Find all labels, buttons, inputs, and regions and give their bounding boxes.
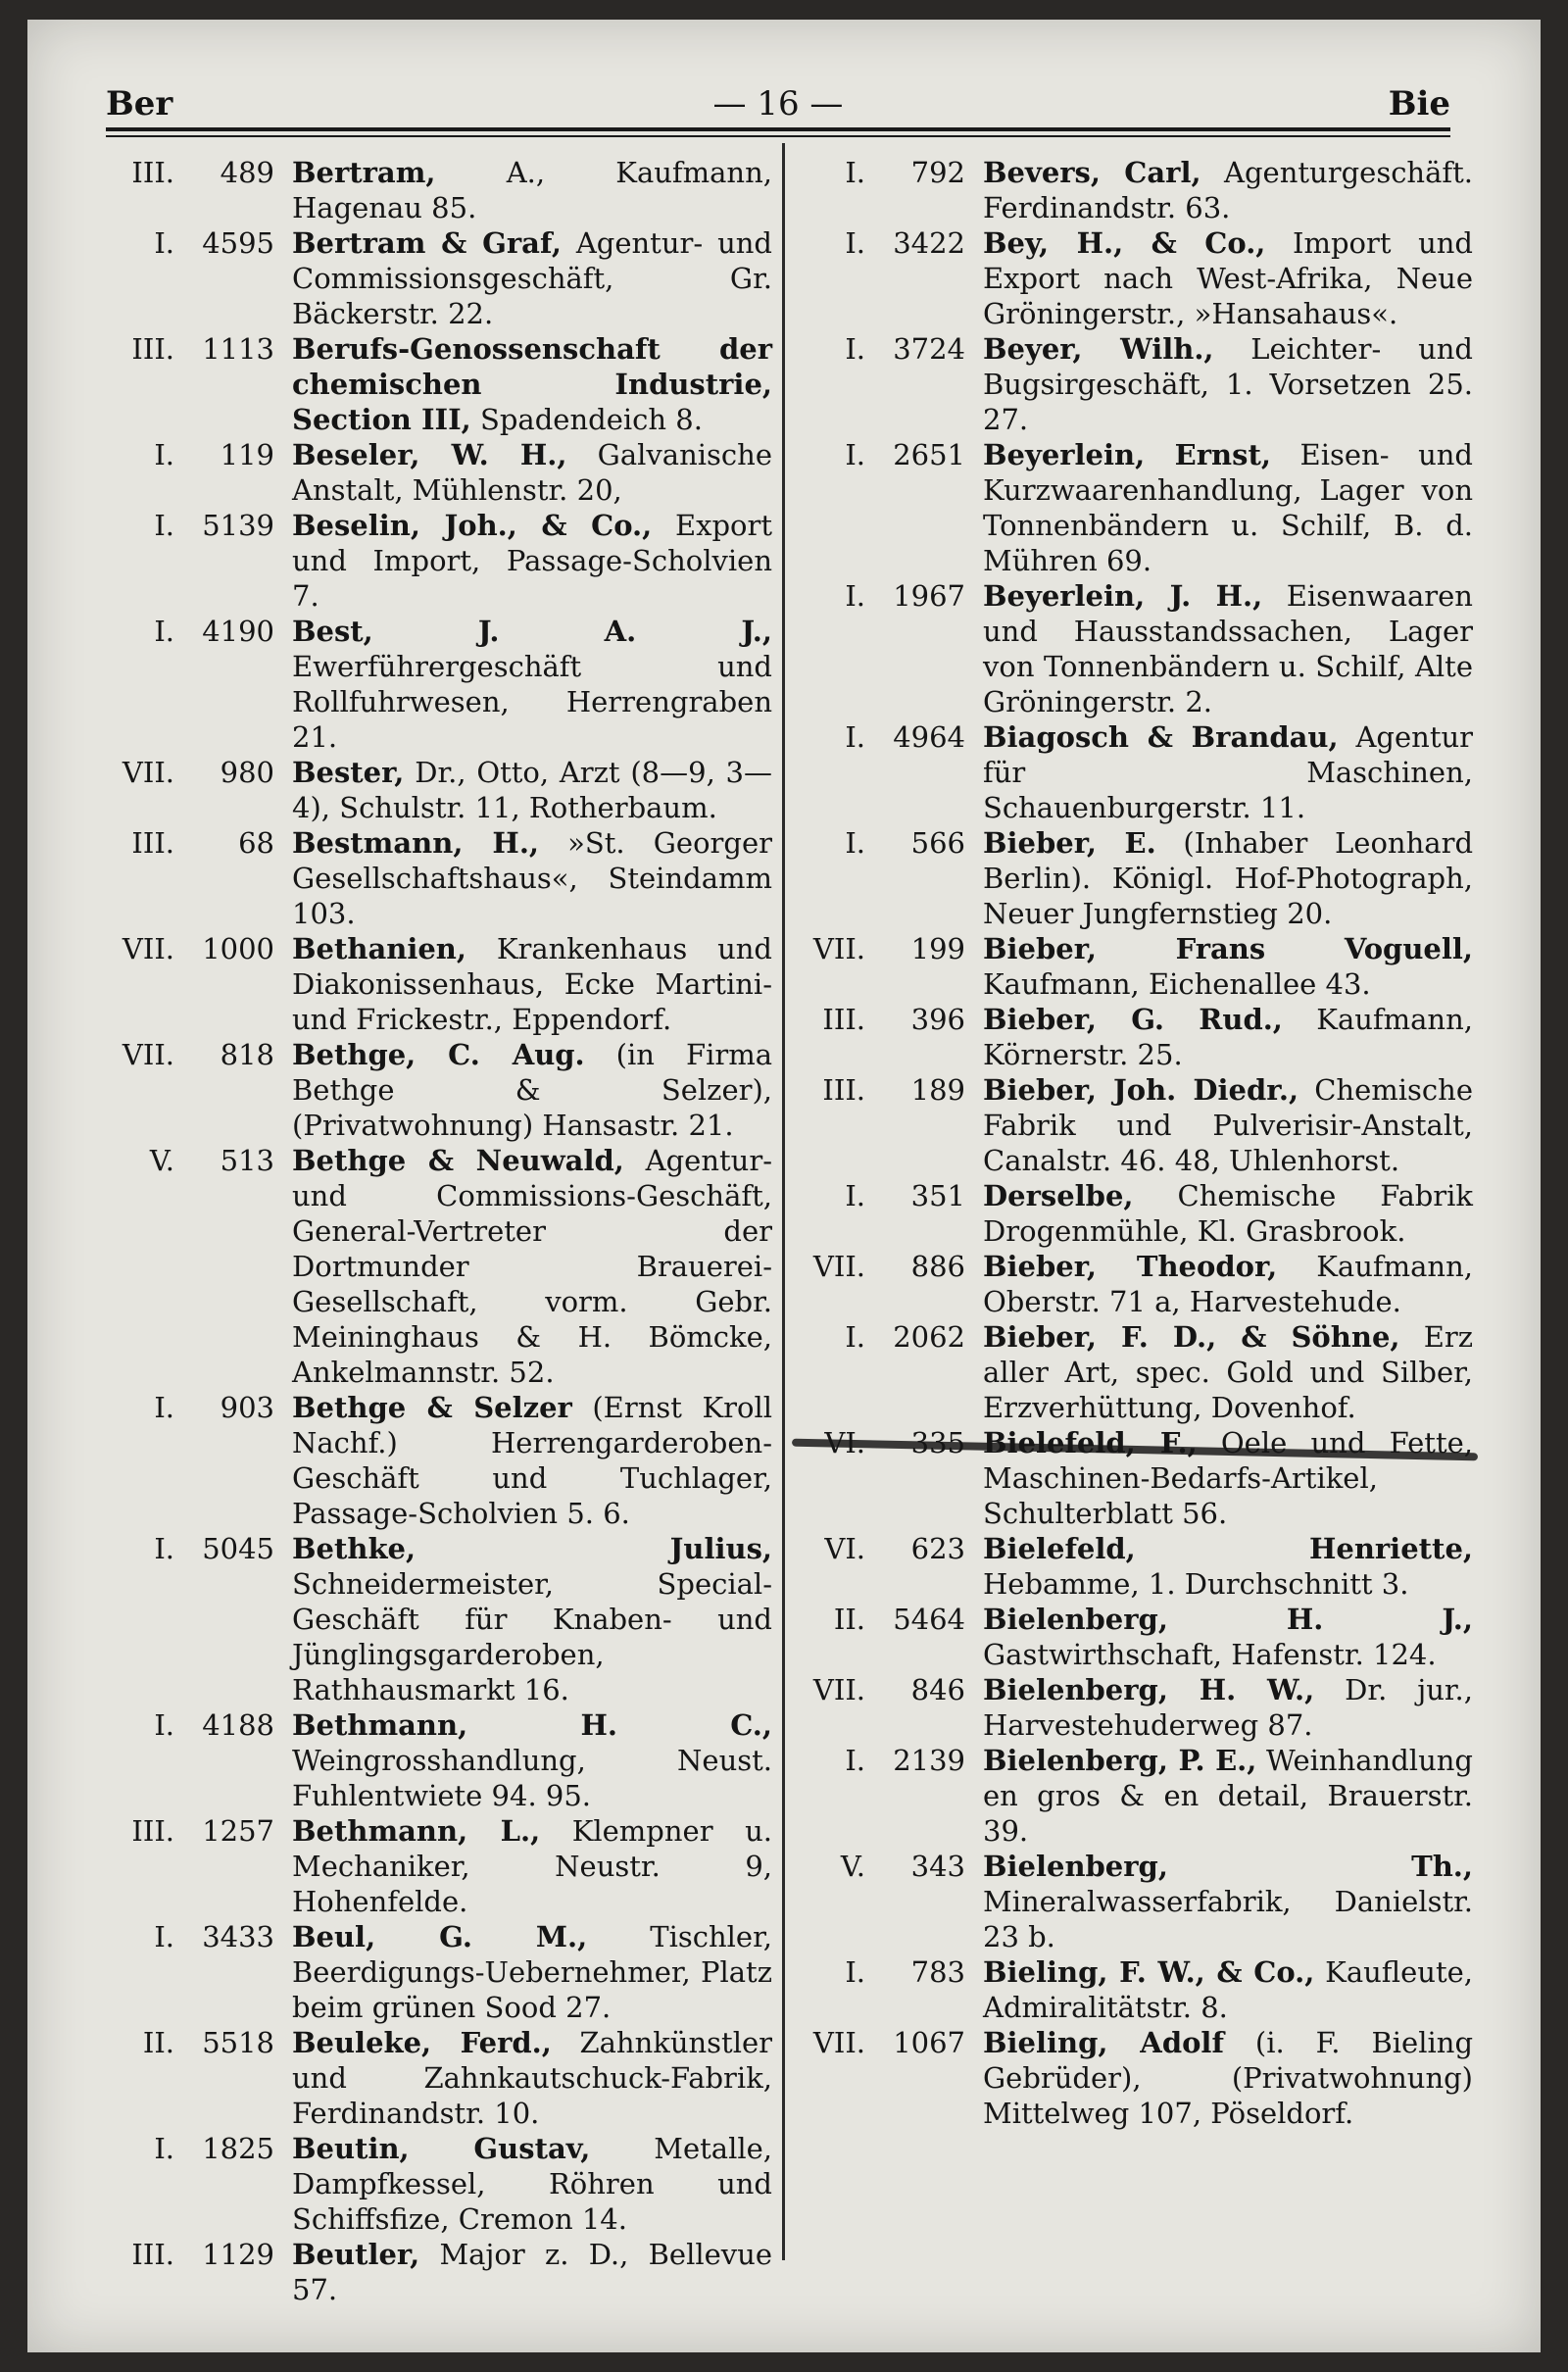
entry-description: Chemische Fabrik und Pulverisir-Anstalt, Canalstr. 46. 48, Uhlenhorst. [983,1073,1473,1177]
entry-name: Bieber, Frans Voguell, [983,932,1473,965]
entry-reference [797,1002,983,1037]
entry-reference [106,614,292,649]
entry-number: 335 [910,1426,965,1459]
entry-description: Dr., Otto, Arzt (8—9, 3—4), Schulstr. 11, Rotherbaum. [292,756,773,824]
entry-name: Beutler, [292,2238,420,2271]
entry-reference [106,1390,292,1425]
directory-entry [797,1531,1473,1602]
entry-number: 4964 [893,720,965,754]
entry-name: Bielenberg, H. W., [983,1673,1315,1706]
entry-number: 1257 [202,1814,274,1848]
entry-name: Bertram & Graf, [292,226,562,260]
entry-name: Berufs-Genossenschaft der chemischen Industrie, Section III, [292,332,772,436]
directory-entry [797,2025,1473,2131]
entry-reference [797,1849,983,1884]
directory-entry [106,225,772,331]
entry-name: Bertram, [292,156,436,189]
entry-number: 2651 [893,438,965,471]
entry-body [983,1002,1473,1072]
entry-number: 1825 [202,2132,274,2165]
entry-number: 1067 [893,2026,965,2059]
entry-district: I. [154,1708,174,1742]
entry-number: 1113 [202,332,274,366]
entry-body [292,614,772,755]
entry-description: (Inhaber Leonhard Berlin). Königl. Hof-Photograph, Neuer Jungfernstieg 20. [983,826,1474,930]
entry-name: Bester, [292,756,405,789]
entry-number: 4190 [202,615,274,648]
entry-number: 818 [220,1038,274,1071]
directory-entry [797,1249,1473,1319]
entry-number: 3422 [893,226,965,260]
directory-entry [106,2237,772,2307]
entry-name: Beyerlein, J. H., [983,579,1263,613]
entry-name: Bevers, Carl, [983,156,1201,189]
entry-body [983,1178,1473,1249]
entry-name: Beyer, Wilh., [983,332,1214,366]
entry-name: Derselbe, [983,1179,1134,1212]
entry-description: Klempner u. Mechaniker, Neustr. 9, Hohenfelde. [292,1814,772,1918]
entry-number: 2062 [893,1320,965,1354]
entry-description: Kaufmann, Eichenallee 43. [983,967,1371,1001]
entry-reference [106,1707,292,1743]
entry-body [292,1037,772,1143]
entry-district: VII. [812,932,865,965]
entry-description: Galvanische Anstalt, Mühlenstr. 20, [292,438,772,507]
entry-reference [797,1954,983,1990]
entry-reference [797,437,983,472]
entry-district: I. [845,1179,865,1212]
entry-reference [106,825,292,861]
directory-entry [106,931,772,1037]
directory-entry [106,755,772,825]
entry-body [292,155,772,225]
entry-number: 199 [910,932,965,965]
entry-body [983,331,1473,437]
directory-entry [106,1813,772,1919]
header-right: Bie [1388,84,1450,124]
entry-body [983,2025,1473,2131]
entry-district: I. [845,1320,865,1354]
entry-reference [106,155,292,190]
directory-entry [106,437,772,508]
entry-district: VII. [812,2026,865,2059]
entry-body [292,755,772,825]
page-number: — 16 — [712,84,844,124]
entry-body [983,931,1473,1002]
entry-description: Eisenwaaren und Hausstandssachen, Lager von Tonnenbändern u. Schilf, Alte Gröningerstr. 2. [983,579,1473,718]
entry-description: Dr. jur., Harvestehuderweg 87. [983,1673,1473,1742]
entry-number: 119 [220,438,274,471]
directory-entry [797,1319,1473,1425]
entry-name: Bieber, Theodor, [983,1250,1278,1283]
directory-entry [106,331,772,437]
entry-name: Bethke, Julius, [292,1532,772,1565]
entry-name: Beyerlein, Ernst, [983,438,1271,471]
entry-name: Biagosch & Brandau, [983,720,1339,754]
entry-reference [106,755,292,790]
directory-entry [106,155,772,225]
entry-body [983,825,1473,931]
entry-number: 1967 [893,579,965,613]
entry-body [983,1072,1473,1178]
entry-description: Tischler, Beerdigungs-Uebernehmer, Platz beim grünen Sood 27. [292,1920,772,2024]
entry-body [292,437,772,508]
entry-description: Spadendeich 8. [480,403,703,436]
entry-district: I. [154,1920,174,1953]
running-header [106,67,1450,125]
entry-district: V. [149,1144,174,1177]
entry-district: III. [131,826,174,860]
entry-name: Bethmann, H. C., [292,1708,772,1742]
entry-district: VII. [812,1673,865,1706]
entry-reference [106,1531,292,1566]
entry-number: 566 [910,826,965,860]
entry-district: I. [845,226,865,260]
left-column [106,155,772,2307]
entry-body [292,1390,772,1531]
entry-body [292,931,772,1037]
entry-district: VII. [122,1038,174,1071]
entry-district: II. [833,1603,865,1636]
entry-district: I. [845,826,865,860]
entry-district: I. [845,156,865,189]
entry-reference [797,1178,983,1213]
entry-district: I. [845,1955,865,1989]
entry-description: Krankenhaus und Diakonissenhaus, Ecke Martini- und Frickestr., Eppendorf. [292,932,772,1036]
entry-reference [106,1143,292,1178]
entry-district: I. [154,509,174,542]
directory-entry [106,2025,772,2131]
entry-description: Kaufmann, Oberstr. 71 a, Harvestehude. [983,1250,1473,1318]
entry-description: Oele und Fette, Maschinen-Bedarfs-Artikel, Schulterblatt 56. [983,1426,1473,1530]
entry-number: 396 [910,1003,965,1036]
entry-body [292,1143,772,1390]
entry-number: 3724 [893,332,965,366]
directory-entry [106,2131,772,2237]
entry-description: Leichter- und Bugsirgeschäft, 1. Vorsetzen 25. 27. [983,332,1473,436]
entry-number: 623 [910,1532,965,1565]
entry-district: III. [131,2238,174,2271]
entry-description: Export und Import, Passage-Scholvien 7. [292,509,773,613]
entry-description: Chemische Fabrik Drogenmühle, Kl. Grasbrook. [983,1179,1474,1248]
entry-body [292,1531,772,1707]
header-rule [106,127,1450,131]
entry-reference [797,1249,983,1284]
entry-name: Beuleke, Ferd., [292,2026,552,2059]
entry-reference [797,1672,983,1707]
entry-number: 792 [910,156,965,189]
entry-body [983,437,1473,578]
entry-description: Agentur- und Commissionsgeschäft, Gr. Bäckerstr. 22. [292,226,772,330]
entry-body [983,225,1473,331]
entry-description: Agentur- und Commissions-Geschäft, General-Vertreter der Dortmunder Brauerei-Gesellschaft, vorm. Gebr. Meininghaus & H. Bömcke, Ankelmannstr. 52. [292,1144,773,1389]
directory-entry [797,931,1473,1002]
entry-number: 2139 [893,1744,965,1777]
entry-name: Bethanien, [292,932,466,965]
entry-body [292,225,772,331]
entry-reference [797,825,983,861]
directory-page [27,20,1541,2352]
entry-description: (i. F. Bieling Gebrüder), (Privatwohnung) Mittelweg 107, Pöseldorf. [983,2026,1474,2130]
entry-number: 4595 [202,226,274,260]
entry-district: VII. [812,1250,865,1283]
entry-number: 5518 [202,2026,274,2059]
entry-body [983,1602,1473,1672]
entry-reference [797,1743,983,1778]
directory-entry [797,578,1473,719]
entry-reference [106,2237,292,2272]
entry-district: I. [154,615,174,648]
entry-number: 903 [220,1391,274,1424]
entry-number: 1000 [202,932,274,965]
entry-district: I. [845,438,865,471]
entry-district: VII. [122,932,174,965]
entry-reference [797,1072,983,1108]
entry-reference [106,1037,292,1072]
entry-description: Agentur für Maschinen, Schauenburgerstr. 11. [983,720,1474,824]
entry-description: Hebamme, 1. Durchschnitt 3. [983,1567,1409,1601]
directory-entry [106,1390,772,1531]
entry-description: (Ernst Kroll Nachf.) Herrengarderoben-Geschäft und Tuchlager, Passage-Scholvien 5. 6. [292,1391,772,1530]
entry-district: I. [154,2132,174,2165]
entry-body [983,1954,1473,2025]
entry-reference [106,437,292,472]
entry-reference [797,2025,983,2060]
entry-name: Bieling, F. W., & Co., [983,1955,1315,1989]
entry-district: III. [131,156,174,189]
entry-body [292,2025,772,2131]
directory-entry [797,1743,1473,1849]
entry-number: 886 [910,1250,965,1283]
entry-body [292,1919,772,2025]
entry-name: Bey, H., & Co., [983,226,1266,260]
entry-district: III. [131,1814,174,1848]
entry-body [292,331,772,437]
directory-entry [797,1178,1473,1249]
entry-number: 5139 [202,509,274,542]
entry-district: I. [845,579,865,613]
entry-reference [106,2025,292,2060]
entry-description: Major z. D., Bellevue 57. [292,2238,773,2306]
entry-district: VI. [824,1532,865,1565]
entry-body [983,1531,1473,1602]
entry-reference [106,225,292,261]
header-rule-thin [106,135,1450,137]
entry-body [983,1249,1473,1319]
entry-name: Bielenberg, P. E., [983,1744,1257,1777]
entry-body [983,578,1473,719]
entry-number: 68 [238,826,274,860]
directory-entry [106,1707,772,1813]
entry-body [983,719,1473,825]
entry-name: Bieber, F. D., & Söhne, [983,1320,1400,1354]
entry-number: 3433 [202,1920,274,1953]
entry-name: Bethge & Neuwald, [292,1144,624,1177]
entry-reference [106,1813,292,1849]
entry-number: 5464 [893,1603,965,1636]
entry-body [983,155,1473,225]
directory-entry [797,1954,1473,2025]
entry-name: Beselin, Joh., & Co., [292,509,653,542]
right-column [797,155,1473,2131]
entry-district: II. [142,2026,174,2059]
entry-name: Bieling, Adolf [983,2026,1224,2059]
entry-description: Mineralwasserfabrik, Danielstr. 23 b. [983,1885,1473,1953]
directory-entry [106,1143,772,1390]
directory-entry [797,1002,1473,1072]
entry-body [292,825,772,931]
entry-number: 489 [220,156,274,189]
entry-name: Beutin, Gustav, [292,2132,591,2165]
entry-number: 4188 [202,1708,274,1742]
entry-name: Bieber, G. Rud., [983,1003,1283,1036]
directory-entry [797,1425,1473,1531]
entry-body [983,1743,1473,1849]
entry-reference [106,931,292,966]
entry-reference [797,719,983,755]
entry-district: III. [131,332,174,366]
entry-reference [106,331,292,367]
entry-reference [797,578,983,614]
entry-district: I. [154,226,174,260]
entry-description: Weingrosshandlung, Neust. Fuhlentwiete 94. 95. [292,1744,772,1812]
entry-district: VI. [824,1426,865,1459]
entry-number: 783 [910,1955,965,1989]
entry-name: Bielenberg, Th., [983,1850,1473,1883]
entry-description: Ewerführergeschäft und Rollfuhrwesen, Herrengraben 21. [292,650,772,754]
entry-description: Metalle, Dampfkessel, Röhren und Schiffsfize, Cremon 14. [292,2132,773,2236]
entry-description: Zahnkünstler und Zahnkautschuck-Fabrik, Ferdinandstr. 10. [292,2026,773,2130]
directory-entry [797,225,1473,331]
directory-entry [797,1072,1473,1178]
entry-district: V. [840,1850,865,1883]
entry-description: A., Kaufmann, Hagenau 85. [292,156,773,224]
entry-number: 846 [910,1673,965,1706]
entry-district: I. [845,720,865,754]
entry-description: Gastwirthschaft, Hafenstr. 124. [983,1638,1437,1671]
entry-reference [797,155,983,190]
entry-body [292,1813,772,1919]
entry-name: Bestmann, H., [292,826,540,860]
entry-body [292,508,772,614]
entry-body [983,1425,1473,1531]
entry-reference [106,508,292,543]
entry-name: Best, J. A. J., [292,615,772,648]
directory-entry [106,1531,772,1707]
entry-description: (in Firma Bethge & Selzer), (Privatwohnung) Hansastr. 21. [292,1038,772,1142]
entry-body [292,2237,772,2307]
entry-name: Bethmann, L., [292,1814,541,1848]
entry-district: I. [845,1744,865,1777]
entry-number: 189 [910,1073,965,1107]
entry-reference [797,1319,983,1355]
entry-reference [797,931,983,966]
directory-entry [106,614,772,755]
entry-name: Bethge, C. Aug. [292,1038,585,1071]
entry-name: Beul, G. M., [292,1920,588,1953]
directory-entry [106,825,772,931]
entry-number: 1129 [202,2238,274,2271]
entry-district: I. [154,438,174,471]
directory-entry [797,825,1473,931]
entry-description: Kaufmann, Körnerstr. 25. [983,1003,1474,1071]
entry-name: Beseler, W. H., [292,438,567,471]
directory-entry [797,155,1473,225]
entry-description: »St. Georger Gesellschaftshaus«, Steindamm 103. [292,826,772,930]
entry-name: Bieber, Joh. Diedr., [983,1073,1299,1107]
entry-reference [797,1531,983,1566]
entry-name: Bielenberg, H. J., [983,1603,1473,1636]
entry-name: Bielefeld, F., [983,1426,1198,1459]
entry-district: I. [154,1532,174,1565]
column-divider [782,143,785,2260]
entry-district: VII. [122,756,174,789]
entry-body [983,1849,1473,1954]
directory-entry [797,719,1473,825]
directory-entry [797,331,1473,437]
entry-district: I. [154,1391,174,1424]
entry-number: 980 [220,756,274,789]
entry-reference [797,1425,983,1460]
entry-district: III. [822,1073,865,1107]
entry-description: Kaufleute, Admiralitätstr. 8. [983,1955,1474,2024]
entry-district: I. [845,332,865,366]
directory-entry [106,508,772,614]
directory-entry [106,1037,772,1143]
entry-description: Erz aller Art, spec. Gold und Silber, Erzverhüttung, Dovenhof. [983,1320,1473,1424]
entry-description: Weinhandlung en gros & en detail, Brauerstr. 39. [983,1744,1473,1848]
header-left: Ber [106,84,173,124]
entry-description: Schneidermeister, Special-Geschäft für Knaben- und Jünglingsgarderoben, Rathhausmarkt 16. [292,1567,772,1706]
directory-entry [797,1602,1473,1672]
directory-entry [106,1919,772,2025]
directory-entry [797,1849,1473,1954]
entry-number: 5045 [202,1532,274,1565]
entry-number: 513 [220,1144,274,1177]
entry-district: III. [822,1003,865,1036]
entry-reference [106,1919,292,1954]
entry-number: 351 [910,1179,965,1212]
entry-reference [797,1602,983,1637]
directory-entry [797,437,1473,578]
entry-reference [797,331,983,367]
entry-body [292,2131,772,2237]
entry-description: Eisen- und Kurzwaarenhandlung, Lager von Tonnenbändern u. Schilf, B. d. Mühren 69. [983,438,1473,577]
entry-reference [106,2131,292,2166]
directory-entry [797,1672,1473,1743]
entry-name: Bielefeld, Henriette, [983,1532,1473,1565]
entry-name: Bieber, E. [983,826,1156,860]
entry-number: 343 [910,1850,965,1883]
entry-description: Agenturgeschäft. Ferdinandstr. 63. [983,156,1474,224]
entry-body [983,1672,1473,1743]
entry-body [983,1319,1473,1425]
entry-body [292,1707,772,1813]
entry-reference [797,225,983,261]
entry-description: Import und Export nach West-Afrika, Neue Gröningerstr., »Hansahaus«. [983,226,1473,330]
entry-name: Bethge & Selzer [292,1391,572,1424]
